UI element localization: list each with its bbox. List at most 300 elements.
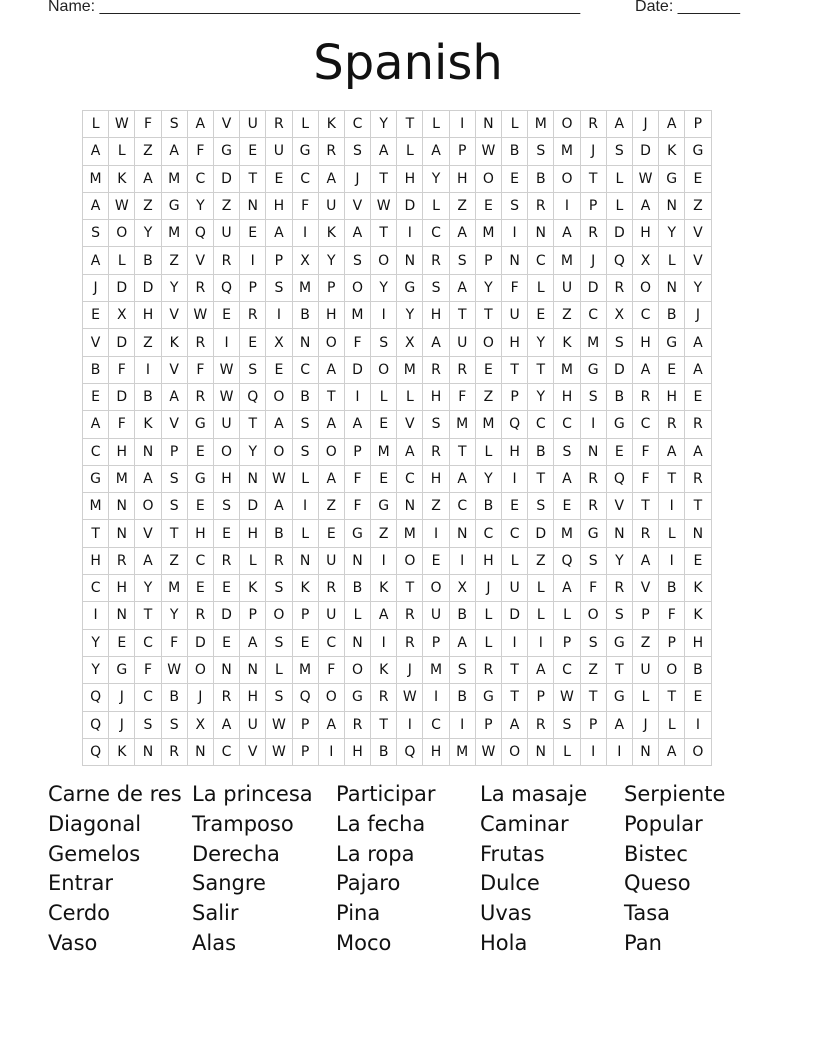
grid-letter-cell[interactable]: F (632, 465, 658, 492)
grid-letter-cell[interactable]: A (213, 711, 239, 738)
grid-letter-cell[interactable]: P (580, 711, 606, 738)
grid-letter-cell[interactable]: H (449, 165, 475, 192)
grid-letter-cell[interactable]: H (240, 520, 266, 547)
grid-letter-cell[interactable]: F (659, 602, 685, 629)
grid-letter-cell[interactable]: Y (475, 274, 501, 301)
grid-letter-cell[interactable]: R (266, 547, 292, 574)
grid-letter-cell[interactable]: A (318, 356, 344, 383)
grid-letter-cell[interactable]: P (318, 274, 344, 301)
grid-letter-cell[interactable]: X (397, 329, 423, 356)
grid-letter-cell[interactable]: A (318, 711, 344, 738)
grid-letter-cell[interactable]: Q (213, 274, 239, 301)
grid-letter-cell[interactable]: K (685, 602, 711, 629)
grid-letter-cell[interactable]: S (266, 684, 292, 711)
grid-letter-cell[interactable]: G (344, 684, 370, 711)
grid-letter-cell[interactable]: L (292, 520, 318, 547)
grid-letter-cell[interactable]: B (449, 684, 475, 711)
grid-letter-cell[interactable]: S (449, 656, 475, 683)
grid-letter-cell[interactable]: J (632, 111, 658, 138)
grid-letter-cell[interactable]: T (371, 165, 397, 192)
grid-letter-cell[interactable]: M (528, 111, 554, 138)
grid-letter-cell[interactable]: U (318, 547, 344, 574)
grid-letter-cell[interactable]: B (344, 575, 370, 602)
grid-letter-cell[interactable]: A (659, 438, 685, 465)
grid-letter-cell[interactable]: I (213, 329, 239, 356)
grid-letter-cell[interactable]: P (292, 602, 318, 629)
grid-letter-cell[interactable]: D (397, 192, 423, 219)
grid-letter-cell[interactable]: G (397, 274, 423, 301)
grid-letter-cell[interactable]: F (135, 111, 161, 138)
grid-letter-cell[interactable]: J (475, 575, 501, 602)
grid-letter-cell[interactable]: I (449, 711, 475, 738)
grid-letter-cell[interactable]: J (580, 247, 606, 274)
grid-letter-cell[interactable]: U (318, 602, 344, 629)
grid-letter-cell[interactable]: L (344, 602, 370, 629)
grid-letter-cell[interactable]: A (318, 165, 344, 192)
grid-letter-cell[interactable]: O (632, 274, 658, 301)
grid-letter-cell[interactable]: C (502, 520, 528, 547)
grid-letter-cell[interactable]: G (213, 138, 239, 165)
grid-letter-cell[interactable]: Z (161, 247, 187, 274)
grid-letter-cell[interactable]: P (632, 602, 658, 629)
grid-letter-cell[interactable]: H (475, 547, 501, 574)
grid-letter-cell[interactable]: I (685, 711, 711, 738)
grid-letter-cell[interactable]: C (632, 411, 658, 438)
grid-letter-cell[interactable]: E (554, 493, 580, 520)
grid-letter-cell[interactable]: W (213, 383, 239, 410)
grid-letter-cell[interactable]: W (109, 111, 135, 138)
grid-letter-cell[interactable]: O (266, 602, 292, 629)
grid-letter-cell[interactable]: B (371, 738, 397, 765)
grid-letter-cell[interactable]: O (397, 547, 423, 574)
grid-letter-cell[interactable]: R (632, 520, 658, 547)
grid-letter-cell[interactable]: Z (632, 629, 658, 656)
grid-letter-cell[interactable]: U (502, 302, 528, 329)
grid-letter-cell[interactable]: P (475, 711, 501, 738)
grid-letter-cell[interactable]: A (632, 356, 658, 383)
grid-letter-cell[interactable]: R (580, 493, 606, 520)
grid-letter-cell[interactable]: T (502, 684, 528, 711)
grid-letter-cell[interactable]: Z (685, 192, 711, 219)
grid-letter-cell[interactable]: F (318, 656, 344, 683)
grid-letter-cell[interactable]: L (475, 438, 501, 465)
grid-letter-cell[interactable]: T (397, 111, 423, 138)
grid-letter-cell[interactable]: I (83, 602, 109, 629)
grid-letter-cell[interactable]: Y (528, 383, 554, 410)
grid-letter-cell[interactable]: R (659, 411, 685, 438)
grid-letter-cell[interactable]: R (187, 602, 213, 629)
grid-letter-cell[interactable]: F (109, 411, 135, 438)
grid-letter-cell[interactable]: A (266, 411, 292, 438)
grid-letter-cell[interactable]: S (161, 493, 187, 520)
grid-letter-cell[interactable]: H (266, 192, 292, 219)
grid-letter-cell[interactable]: C (423, 220, 449, 247)
grid-letter-cell[interactable]: Y (371, 111, 397, 138)
grid-letter-cell[interactable]: I (580, 411, 606, 438)
grid-letter-cell[interactable]: S (502, 192, 528, 219)
grid-letter-cell[interactable]: O (580, 602, 606, 629)
grid-letter-cell[interactable]: P (685, 111, 711, 138)
grid-letter-cell[interactable]: I (292, 493, 318, 520)
grid-letter-cell[interactable]: H (240, 684, 266, 711)
grid-letter-cell[interactable]: Q (502, 411, 528, 438)
grid-letter-cell[interactable]: M (449, 411, 475, 438)
grid-letter-cell[interactable]: A (502, 711, 528, 738)
grid-letter-cell[interactable]: A (449, 629, 475, 656)
grid-letter-cell[interactable]: O (475, 165, 501, 192)
grid-letter-cell[interactable]: H (502, 329, 528, 356)
grid-letter-cell[interactable]: E (685, 165, 711, 192)
grid-letter-cell[interactable]: D (606, 356, 632, 383)
grid-letter-cell[interactable]: K (371, 575, 397, 602)
grid-letter-cell[interactable]: O (266, 383, 292, 410)
grid-letter-cell[interactable]: H (632, 329, 658, 356)
grid-letter-cell[interactable]: X (606, 302, 632, 329)
grid-letter-cell[interactable]: G (606, 684, 632, 711)
grid-letter-cell[interactable]: G (580, 520, 606, 547)
grid-letter-cell[interactable]: F (109, 356, 135, 383)
grid-letter-cell[interactable]: G (83, 465, 109, 492)
grid-letter-cell[interactable]: M (397, 356, 423, 383)
grid-letter-cell[interactable]: G (580, 356, 606, 383)
grid-letter-cell[interactable]: T (606, 656, 632, 683)
grid-letter-cell[interactable]: H (659, 383, 685, 410)
grid-letter-cell[interactable]: I (397, 711, 423, 738)
grid-letter-cell[interactable]: A (344, 220, 370, 247)
grid-letter-cell[interactable]: P (292, 738, 318, 765)
grid-letter-cell[interactable]: V (161, 411, 187, 438)
grid-letter-cell[interactable]: E (685, 547, 711, 574)
grid-letter-cell[interactable]: E (213, 520, 239, 547)
grid-letter-cell[interactable]: E (187, 438, 213, 465)
grid-letter-cell[interactable]: L (292, 111, 318, 138)
grid-letter-cell[interactable]: S (423, 274, 449, 301)
grid-letter-cell[interactable]: V (161, 356, 187, 383)
grid-letter-cell[interactable]: F (632, 438, 658, 465)
grid-letter-cell[interactable]: Z (135, 192, 161, 219)
grid-letter-cell[interactable]: S (266, 629, 292, 656)
grid-letter-cell[interactable]: E (187, 575, 213, 602)
grid-letter-cell[interactable]: C (292, 356, 318, 383)
grid-letter-cell[interactable]: O (659, 656, 685, 683)
grid-letter-cell[interactable]: E (606, 438, 632, 465)
grid-letter-cell[interactable]: N (528, 738, 554, 765)
grid-letter-cell[interactable]: E (213, 575, 239, 602)
grid-letter-cell[interactable]: I (449, 111, 475, 138)
grid-letter-cell[interactable]: I (423, 520, 449, 547)
grid-letter-cell[interactable]: C (528, 411, 554, 438)
grid-letter-cell[interactable]: T (135, 602, 161, 629)
grid-letter-cell[interactable]: P (423, 629, 449, 656)
grid-letter-cell[interactable]: N (109, 520, 135, 547)
grid-letter-cell[interactable]: S (606, 329, 632, 356)
grid-letter-cell[interactable]: L (397, 138, 423, 165)
grid-letter-cell[interactable]: J (109, 684, 135, 711)
grid-letter-cell[interactable]: I (266, 302, 292, 329)
grid-letter-cell[interactable]: F (344, 329, 370, 356)
grid-letter-cell[interactable]: Z (213, 192, 239, 219)
grid-letter-cell[interactable]: E (659, 356, 685, 383)
grid-letter-cell[interactable]: I (344, 383, 370, 410)
grid-letter-cell[interactable]: A (685, 329, 711, 356)
grid-letter-cell[interactable]: F (135, 656, 161, 683)
grid-letter-cell[interactable]: S (344, 138, 370, 165)
grid-letter-cell[interactable]: Q (292, 684, 318, 711)
grid-letter-cell[interactable]: R (213, 247, 239, 274)
grid-letter-cell[interactable]: R (371, 684, 397, 711)
grid-letter-cell[interactable]: T (240, 411, 266, 438)
grid-letter-cell[interactable]: L (475, 629, 501, 656)
grid-letter-cell[interactable]: N (135, 738, 161, 765)
grid-letter-cell[interactable]: D (240, 493, 266, 520)
grid-letter-cell[interactable]: X (266, 329, 292, 356)
grid-letter-cell[interactable]: O (502, 738, 528, 765)
grid-letter-cell[interactable]: M (423, 656, 449, 683)
grid-letter-cell[interactable]: F (502, 274, 528, 301)
grid-letter-cell[interactable]: U (266, 138, 292, 165)
grid-letter-cell[interactable]: I (606, 738, 632, 765)
grid-letter-cell[interactable]: A (554, 220, 580, 247)
grid-letter-cell[interactable]: R (580, 220, 606, 247)
grid-letter-cell[interactable]: V (397, 411, 423, 438)
grid-letter-cell[interactable]: K (292, 575, 318, 602)
grid-letter-cell[interactable]: S (554, 438, 580, 465)
grid-letter-cell[interactable]: A (266, 493, 292, 520)
grid-letter-cell[interactable]: Q (397, 738, 423, 765)
grid-letter-cell[interactable]: M (161, 220, 187, 247)
grid-letter-cell[interactable]: L (475, 602, 501, 629)
grid-letter-cell[interactable]: P (266, 247, 292, 274)
grid-letter-cell[interactable]: N (659, 192, 685, 219)
grid-letter-cell[interactable]: S (344, 247, 370, 274)
grid-letter-cell[interactable]: T (449, 302, 475, 329)
grid-letter-cell[interactable]: K (161, 329, 187, 356)
grid-letter-cell[interactable]: B (292, 383, 318, 410)
grid-letter-cell[interactable]: A (528, 656, 554, 683)
grid-letter-cell[interactable]: R (423, 438, 449, 465)
grid-letter-cell[interactable]: V (344, 192, 370, 219)
grid-letter-cell[interactable]: V (685, 220, 711, 247)
grid-letter-cell[interactable]: H (423, 738, 449, 765)
grid-letter-cell[interactable]: A (606, 711, 632, 738)
grid-letter-cell[interactable]: L (292, 465, 318, 492)
grid-letter-cell[interactable]: M (475, 411, 501, 438)
grid-letter-cell[interactable]: S (580, 383, 606, 410)
grid-letter-cell[interactable]: L (528, 575, 554, 602)
grid-letter-cell[interactable]: G (659, 329, 685, 356)
grid-letter-cell[interactable]: G (371, 493, 397, 520)
grid-letter-cell[interactable]: A (344, 411, 370, 438)
grid-letter-cell[interactable]: H (213, 465, 239, 492)
grid-letter-cell[interactable]: A (449, 220, 475, 247)
grid-letter-cell[interactable]: S (266, 274, 292, 301)
grid-letter-cell[interactable]: O (318, 438, 344, 465)
grid-letter-cell[interactable]: G (606, 629, 632, 656)
grid-letter-cell[interactable]: S (240, 356, 266, 383)
grid-letter-cell[interactable]: T (528, 356, 554, 383)
grid-letter-cell[interactable]: I (135, 356, 161, 383)
grid-letter-cell[interactable]: H (109, 438, 135, 465)
grid-letter-cell[interactable]: L (632, 684, 658, 711)
grid-letter-cell[interactable]: H (423, 383, 449, 410)
grid-letter-cell[interactable]: P (449, 138, 475, 165)
grid-letter-cell[interactable]: T (502, 656, 528, 683)
grid-letter-cell[interactable]: V (240, 738, 266, 765)
grid-letter-cell[interactable]: F (187, 138, 213, 165)
grid-letter-cell[interactable]: C (213, 738, 239, 765)
grid-letter-cell[interactable]: R (580, 465, 606, 492)
grid-letter-cell[interactable]: I (240, 247, 266, 274)
grid-letter-cell[interactable]: A (161, 383, 187, 410)
grid-letter-cell[interactable]: K (554, 329, 580, 356)
grid-letter-cell[interactable]: Q (554, 547, 580, 574)
grid-letter-cell[interactable]: H (397, 165, 423, 192)
grid-letter-cell[interactable]: H (632, 220, 658, 247)
grid-letter-cell[interactable]: M (554, 247, 580, 274)
grid-letter-cell[interactable]: P (161, 438, 187, 465)
grid-letter-cell[interactable]: R (240, 302, 266, 329)
grid-letter-cell[interactable]: M (109, 465, 135, 492)
grid-letter-cell[interactable]: M (344, 302, 370, 329)
grid-letter-cell[interactable]: C (632, 302, 658, 329)
grid-letter-cell[interactable]: E (240, 329, 266, 356)
grid-letter-cell[interactable]: L (240, 547, 266, 574)
grid-letter-cell[interactable]: E (109, 629, 135, 656)
grid-letter-cell[interactable]: M (83, 165, 109, 192)
grid-letter-cell[interactable]: I (371, 629, 397, 656)
grid-letter-cell[interactable]: A (135, 465, 161, 492)
grid-letter-cell[interactable]: R (397, 602, 423, 629)
grid-letter-cell[interactable]: G (685, 138, 711, 165)
grid-letter-cell[interactable]: R (266, 111, 292, 138)
grid-letter-cell[interactable]: D (502, 602, 528, 629)
grid-letter-cell[interactable]: S (580, 629, 606, 656)
grid-letter-cell[interactable]: A (423, 138, 449, 165)
grid-letter-cell[interactable]: P (475, 247, 501, 274)
grid-letter-cell[interactable]: C (187, 547, 213, 574)
grid-letter-cell[interactable]: E (266, 165, 292, 192)
grid-letter-cell[interactable]: N (240, 656, 266, 683)
grid-letter-cell[interactable]: R (109, 547, 135, 574)
grid-letter-cell[interactable]: E (685, 383, 711, 410)
grid-letter-cell[interactable]: Q (606, 247, 632, 274)
grid-letter-cell[interactable]: L (397, 383, 423, 410)
grid-letter-cell[interactable]: A (449, 274, 475, 301)
grid-letter-cell[interactable]: N (528, 220, 554, 247)
grid-letter-cell[interactable]: J (632, 711, 658, 738)
grid-letter-cell[interactable]: W (187, 302, 213, 329)
grid-letter-cell[interactable]: O (344, 274, 370, 301)
grid-letter-cell[interactable]: L (502, 547, 528, 574)
grid-letter-cell[interactable]: E (371, 465, 397, 492)
grid-letter-cell[interactable]: D (580, 274, 606, 301)
grid-letter-cell[interactable]: I (371, 302, 397, 329)
grid-letter-cell[interactable]: Y (187, 192, 213, 219)
grid-letter-cell[interactable]: O (344, 656, 370, 683)
grid-letter-cell[interactable]: C (135, 684, 161, 711)
grid-letter-cell[interactable]: L (423, 111, 449, 138)
grid-letter-cell[interactable]: Y (397, 302, 423, 329)
grid-letter-cell[interactable]: Z (475, 383, 501, 410)
grid-letter-cell[interactable]: T (475, 302, 501, 329)
grid-letter-cell[interactable]: I (580, 738, 606, 765)
grid-letter-cell[interactable]: A (83, 138, 109, 165)
grid-letter-cell[interactable]: H (423, 302, 449, 329)
grid-letter-cell[interactable]: A (449, 465, 475, 492)
grid-letter-cell[interactable]: Z (554, 302, 580, 329)
grid-letter-cell[interactable]: F (187, 356, 213, 383)
grid-letter-cell[interactable]: A (659, 738, 685, 765)
grid-letter-cell[interactable]: G (659, 165, 685, 192)
grid-letter-cell[interactable]: E (685, 684, 711, 711)
grid-letter-cell[interactable]: E (213, 629, 239, 656)
grid-letter-cell[interactable]: D (109, 383, 135, 410)
grid-letter-cell[interactable]: D (344, 356, 370, 383)
grid-letter-cell[interactable]: R (423, 356, 449, 383)
grid-letter-cell[interactable]: K (135, 411, 161, 438)
grid-letter-cell[interactable]: A (685, 438, 711, 465)
grid-letter-cell[interactable]: B (606, 383, 632, 410)
grid-letter-cell[interactable]: N (292, 547, 318, 574)
grid-letter-cell[interactable]: C (292, 165, 318, 192)
grid-letter-cell[interactable]: O (685, 738, 711, 765)
grid-letter-cell[interactable]: Y (423, 165, 449, 192)
grid-letter-cell[interactable]: P (659, 629, 685, 656)
grid-letter-cell[interactable]: Z (449, 192, 475, 219)
grid-letter-cell[interactable]: T (528, 465, 554, 492)
grid-letter-cell[interactable]: U (213, 220, 239, 247)
grid-letter-cell[interactable]: O (318, 684, 344, 711)
grid-letter-cell[interactable]: P (528, 684, 554, 711)
grid-letter-cell[interactable]: U (240, 111, 266, 138)
grid-letter-cell[interactable]: D (109, 274, 135, 301)
grid-letter-cell[interactable]: I (397, 220, 423, 247)
grid-letter-cell[interactable]: N (397, 247, 423, 274)
grid-letter-cell[interactable]: R (318, 575, 344, 602)
grid-letter-cell[interactable]: A (659, 111, 685, 138)
grid-letter-cell[interactable]: F (580, 575, 606, 602)
grid-letter-cell[interactable]: O (371, 247, 397, 274)
grid-letter-cell[interactable]: G (187, 465, 213, 492)
grid-letter-cell[interactable]: E (528, 302, 554, 329)
grid-letter-cell[interactable]: L (266, 656, 292, 683)
grid-letter-cell[interactable]: W (397, 684, 423, 711)
grid-letter-cell[interactable]: U (213, 411, 239, 438)
grid-letter-cell[interactable]: Y (606, 547, 632, 574)
grid-letter-cell[interactable]: C (344, 111, 370, 138)
grid-letter-cell[interactable]: Y (240, 438, 266, 465)
grid-letter-cell[interactable]: A (397, 438, 423, 465)
grid-letter-cell[interactable]: A (554, 465, 580, 492)
grid-letter-cell[interactable]: S (606, 602, 632, 629)
grid-letter-cell[interactable]: G (161, 192, 187, 219)
grid-letter-cell[interactable]: N (449, 520, 475, 547)
grid-letter-cell[interactable]: J (83, 274, 109, 301)
grid-letter-cell[interactable]: A (685, 356, 711, 383)
grid-letter-cell[interactable]: V (685, 247, 711, 274)
grid-letter-cell[interactable]: K (240, 575, 266, 602)
grid-letter-cell[interactable]: Y (83, 629, 109, 656)
grid-letter-cell[interactable]: V (135, 520, 161, 547)
grid-letter-cell[interactable]: W (266, 738, 292, 765)
grid-letter-cell[interactable]: R (528, 711, 554, 738)
grid-letter-cell[interactable]: Q (240, 383, 266, 410)
grid-letter-cell[interactable]: F (161, 629, 187, 656)
grid-letter-cell[interactable]: O (187, 656, 213, 683)
grid-letter-cell[interactable]: R (449, 356, 475, 383)
grid-letter-cell[interactable]: P (502, 383, 528, 410)
grid-letter-cell[interactable]: I (554, 192, 580, 219)
